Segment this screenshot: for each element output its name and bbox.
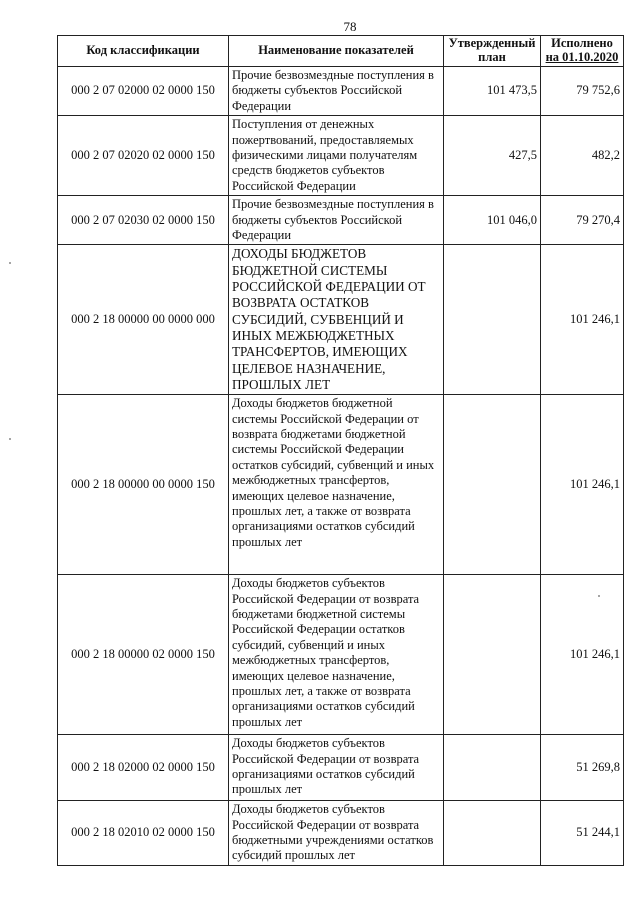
table-row	[58, 245, 624, 395]
column-header-code: Код классификации	[58, 36, 229, 67]
table-row	[58, 116, 624, 196]
row-executed: 101 246,1	[541, 245, 624, 395]
row-code: 000 2 18 00000 02 0000 150	[58, 575, 229, 735]
column-header-plan-line1: Утвержденный	[448, 36, 536, 50]
row-code: 000 2 18 00000 00 0000 000	[58, 245, 229, 395]
row-plan: 101 046,0	[444, 196, 541, 245]
row-executed: 482,2	[541, 116, 624, 196]
table-row	[58, 575, 624, 735]
row-plan	[444, 575, 541, 735]
column-header-plan-line2: план	[478, 50, 506, 64]
row-executed: 79 752,6	[541, 67, 624, 116]
row-code: 000 2 07 02020 02 0000 150	[58, 116, 229, 196]
revenue-table	[57, 35, 624, 866]
scan-speck	[9, 262, 11, 264]
scan-speck	[598, 595, 600, 597]
row-name: Доходы бюджетов субъектов Российской Федерации от возврата бюджетами бюджетной системы Российской Федерации остатков субсидий, субвенций и иных межбюджетных трансфертов, имеющих целевое назначение, прошлых лет, а также от возврата организациями остатков субсидий прошлых лет	[229, 575, 444, 735]
row-name: Доходы бюджетов бюджетной системы Российской Федерации от возврата бюджетами бюджетной системы Российской Федерации остатков субсидий, субвенций и иных межбюджетных трансфертов, имеющих целевое назначение, прошлых лет, а также от возврата организациями остатков субсидий прошлых лет	[229, 395, 444, 575]
column-header-executed-line1: Исполнено	[551, 36, 613, 50]
row-executed: 79 270,4	[541, 196, 624, 245]
table-row	[58, 67, 624, 116]
row-plan	[444, 735, 541, 801]
column-header-name: Наименование показателей	[229, 36, 444, 67]
table-row	[58, 735, 624, 801]
row-name: Прочие безвозмездные поступления в бюджеты субъектов Российской Федерации	[229, 67, 444, 116]
row-name: Прочие безвозмездные поступления в бюджеты субъектов Российской Федерации	[229, 196, 444, 245]
scan-speck	[9, 438, 11, 440]
row-name: Поступления от денежных пожертвований, предоставляемых физическими лицами получателям средств бюджетов субъектов Российской Федерации	[229, 116, 444, 196]
table-row	[58, 196, 624, 245]
column-header-executed-line2: на 01.10.2020	[545, 50, 619, 64]
row-code: 000 2 07 02000 02 0000 150	[58, 67, 229, 116]
row-code: 000 2 07 02030 02 0000 150	[58, 196, 229, 245]
row-plan	[444, 801, 541, 866]
row-executed: 51 244,1	[541, 801, 624, 866]
row-code: 000 2 18 02000 02 0000 150	[58, 735, 229, 801]
row-executed: 51 269,8	[541, 735, 624, 801]
row-code: 000 2 18 00000 00 0000 150	[58, 395, 229, 575]
row-plan	[444, 245, 541, 395]
page-number: 78	[343, 19, 357, 34]
column-header-executed	[541, 36, 624, 67]
row-name: Доходы бюджетов субъектов Российской Федерации от возврата организациями остатков субсидий прошлых лет	[229, 735, 444, 801]
row-name: ДОХОДЫ БЮДЖЕТОВ БЮДЖЕТНОЙ СИСТЕМЫ РОССИЙСКОЙ ФЕДЕРАЦИИ ОТ ВОЗВРАТА ОСТАТКОВ СУБСИДИЙ, СУБВЕНЦИЙ И ИНЫХ МЕЖБЮДЖЕТНЫХ ТРАНСФЕРТОВ, ИМЕЮЩИХ ЦЕЛЕВОЕ НАЗНАЧЕНИЕ, ПРОШЛЫХ ЛЕТ	[229, 245, 444, 395]
table-row	[58, 395, 624, 575]
row-name: Доходы бюджетов субъектов Российской Федерации от возврата бюджетными учреждениями остатков субсидий прошлых лет	[229, 801, 444, 866]
row-plan: 101 473,5	[444, 67, 541, 116]
column-header-plan	[444, 36, 541, 67]
row-executed: 101 246,1	[541, 575, 624, 735]
row-plan	[444, 395, 541, 575]
table-row	[58, 801, 624, 866]
row-executed: 101 246,1	[541, 395, 624, 575]
row-plan: 427,5	[444, 116, 541, 196]
table-header-row	[58, 36, 624, 67]
row-code: 000 2 18 02010 02 0000 150	[58, 801, 229, 866]
